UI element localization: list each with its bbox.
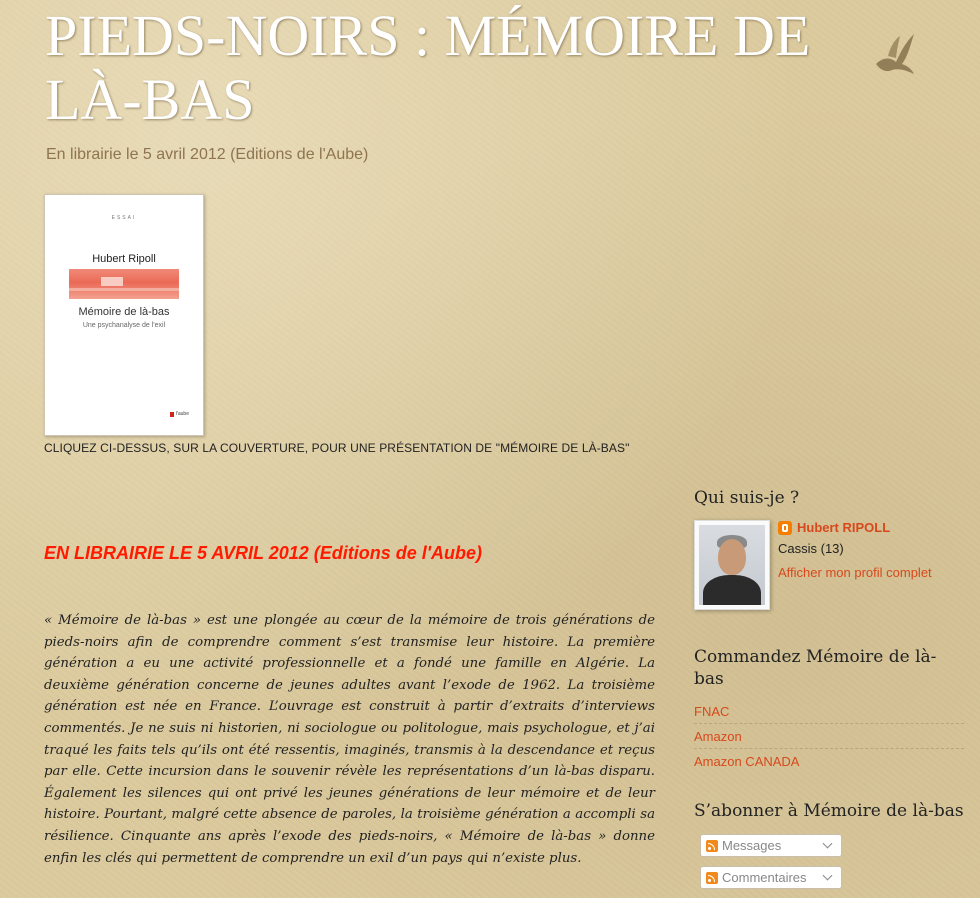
blog-description: En librairie le 5 avril 2012 (Editions de l'Aube) [46, 146, 369, 163]
order-link-list [694, 700, 964, 774]
chevron-down-icon [823, 871, 833, 881]
profile-name-row[interactable] [778, 520, 890, 535]
profile-photo[interactable] [694, 520, 770, 610]
profile-name-link[interactable]: Hubert RIPOLL [797, 520, 891, 535]
blogger-icon [778, 521, 792, 535]
feed-icon [706, 840, 718, 852]
profile-heading: Qui suis-je ? [694, 488, 800, 508]
order-heading: Commandez Mémoire de là-bas [694, 647, 937, 689]
post-title: EN LIBRAIRIE LE 5 AVRIL 2012 (Editions de l'Aube) [44, 543, 483, 563]
subscribe-messages-dropdown[interactable] [700, 834, 842, 857]
post-body: « Mémoire de là-bas » est une plongée au cœur de la mémoire de trois générations de pieds-noirs afin de comprendre comment s’est transmise leur histoire. La première génération a eu une activité professionnelle et a fondé une famille en Algérie. La deuxième génération concerne de jeunes adultes avant l’exode de 1962. La troisième génération est née en France. L’ouvrage est construit à partir d’extraits d’interviews commentés. Je ne suis ni historien, ni sociologue ou politologue, mais psychologue, et j’ai traqué les faits tels qu’ils ont été ressentis, imaginés, transmis à la descendance et reçus par elle. Cette incursion dans le souvenir révèle les représentations d’un là-bas disparu. Également les silences qui ont privé les jeunes générations de leur mémoire et de leur histoire. Pourtant, malgré cette absence de paroles, la troisième génération a accompli sa résilience. Cinquante ans après l’exode des pieds-noirs, « Mémoire de là-bas » donne enfin les clés qui permettent de comprendre un exil d’un pays qui n’existe plus. [44, 613, 655, 866]
chevron-down-icon [823, 839, 833, 849]
feed-icon [706, 872, 718, 884]
link-amazon-canada[interactable]: Amazon CANADA [694, 754, 800, 769]
book-cover-image[interactable] [44, 194, 204, 436]
cover-label: ESSAI [111, 215, 137, 221]
subscribe-messages-label: Messages [722, 838, 782, 853]
blog-title[interactable]: PIEDS-NOIRS : MÉMOIRE DE LÀ-BAS [45, 3, 811, 132]
subscribe-heading: S’abonner à Mémoire de là-bas [694, 801, 964, 821]
subscribe-comments-dropdown[interactable] [700, 866, 842, 889]
link-fnac[interactable]: FNAC [694, 700, 964, 724]
view-full-profile-link[interactable]: Afficher mon profil complet [778, 565, 932, 580]
link-amazon[interactable]: Amazon [694, 725, 964, 749]
bird-icon [870, 26, 918, 78]
cover-title: Mémoire de là-bas [78, 306, 170, 318]
cover-subtitle: Une psychanalyse de l'exil [82, 322, 166, 329]
profile-location: Cassis (13) [778, 541, 844, 556]
subscribe-comments-label: Commentaires [722, 870, 807, 885]
cover-author: Hubert Ripoll [92, 253, 156, 265]
cover-publisher: l'aube [170, 411, 189, 417]
cover-photo-band [69, 269, 179, 299]
cover-caption: CLIQUEZ CI-DESSUS, SUR LA COUVERTURE, POUR UNE PRÉSENTATION DE "MÉMOIRE DE LÀ-BAS" [44, 441, 630, 455]
publisher-logo-icon [170, 412, 174, 417]
